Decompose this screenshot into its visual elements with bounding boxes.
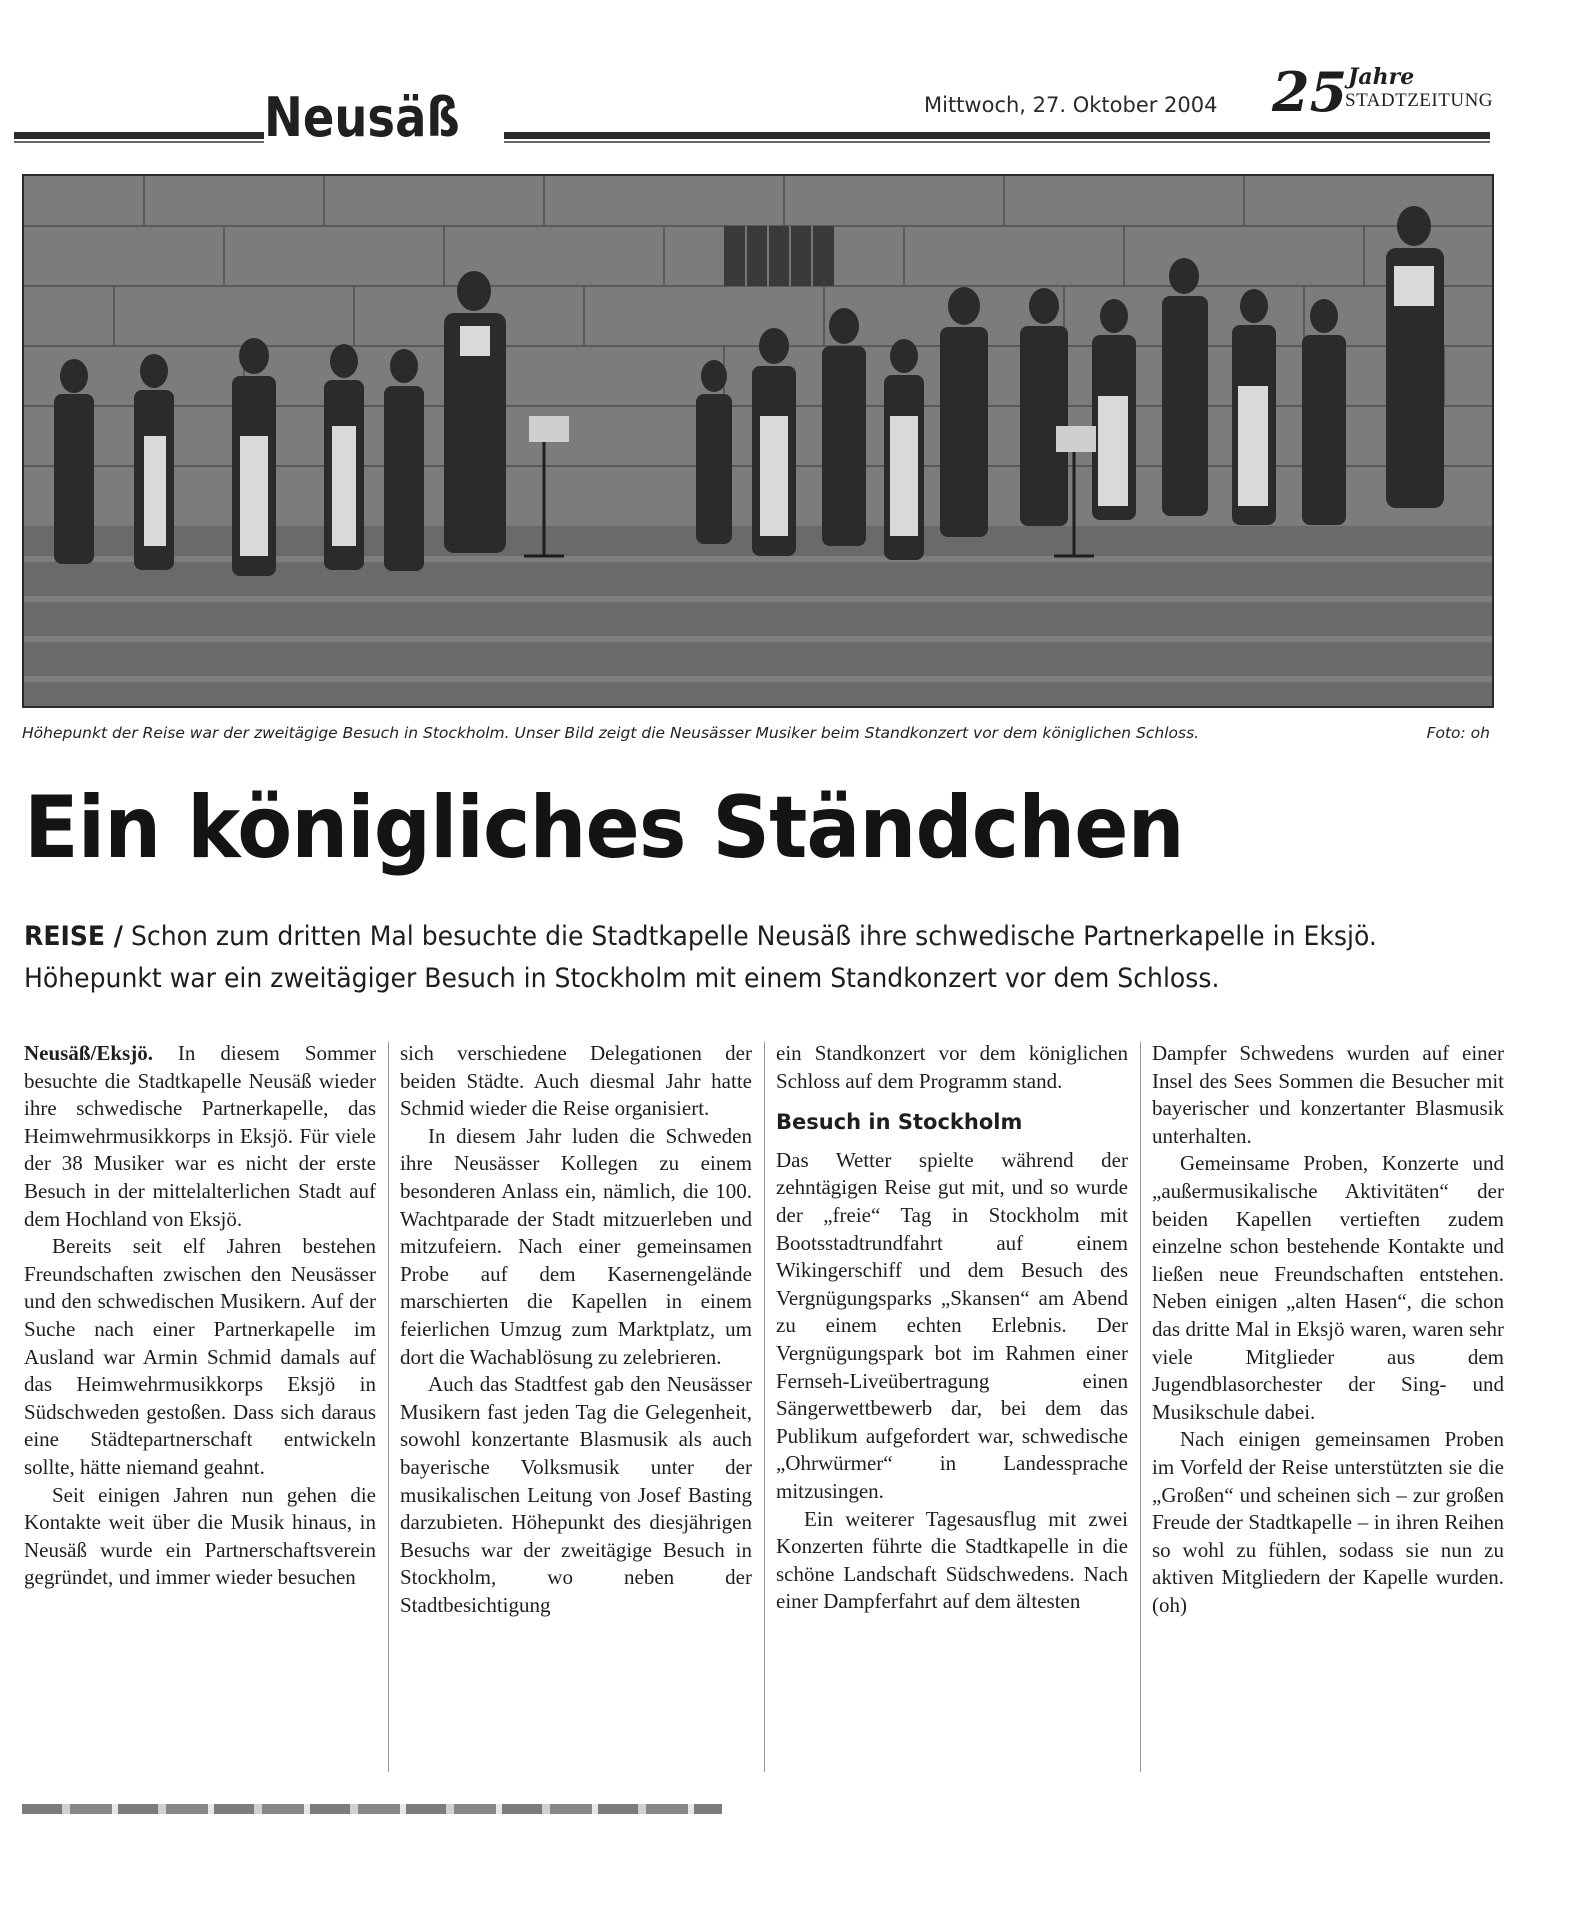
paragraph: In diesem Jahr luden die Schweden ihre Neusässer Kollegen zu einem besonderen Anlass ein, nämlich, die 100. Wachtparade der Stadt mitzuerleben und mitzufeiern. Nach einer gemeinsamen Probe auf dem Kasernengelände marschierten die Kapellen in einem feierlichen Umzug zum Marktplatz, um dort die Wachablösung zu zelebrieren. [400,1123,752,1369]
masthead-rule-right [504,132,1490,139]
logo-name: STADTZEITUNG [1345,90,1494,111]
caption-text: Höhepunkt der Reise war der zweitägige Besuch in Stockholm. Unser Bild zeigt die Neusässer Musiker beim Standkonzert vor dem königlichen Schloss. [22,724,1200,742]
masthead-rule-left-thin [14,141,264,143]
paragraph: Das Wetter spielte während der zehntägigen Reise gut mit, und so wurde der „freie“ Tag in Stockholm mit Bootsstadtrundfahrt auf einem Wikingerschiff und dem Besuch des Vergnügungsparks „Skansen“ am Abend zu einem echten Erlebnis. Der Vergnügungspark bot im Rahmen einer Fernseh-Liveübertragung einen Sängerwettbewerb dar, bei dem das Publikum aufgefordert war, schwedische „Ohrwürmer“ in Landessprache mitzusingen. [776,1147,1128,1503]
masthead-rule-left [14,132,264,139]
paragraph [24,1040,376,1233]
logo-jahre: Jahre [1348,64,1415,90]
column-divider [1140,1042,1141,1772]
paragraph: sich verschiedene Delegationen der beiden Städte. Auch diesmal Jahr hatte Schmid wieder die Reise organisiert. [400,1041,752,1121]
paragraph: Bereits seit elf Jahren bestehen Freundschaften zwischen den Neusässer und den schwedischen Musikern. Auf der Suche nach einer Partnerkapelle im Ausland war Armin Schmid damals auf das Heimwehrmusikkorps Eksjö in Südschweden gestoßen. Dass sich daraus eine Städtepartnerschaft entwickeln sollte, hätte niemand geahnt. [24,1234,376,1479]
article-lead [24,916,1391,1000]
paragraph: Dampfer Schwedens wurden auf einer Insel des Sees Sommen die Besucher mit bayerischer und konzertanter Blasmusik unterhalten. [1152,1041,1504,1148]
column-divider [388,1042,389,1772]
paragraph: Gemeinsame Proben, Konzerte und „außermusikalische Aktivitäten“ der beiden Kapellen vertieften zudem einzelne schon bestehende Kontakte und ließen neue Freundschaften entstehen. Neben einigen „alten Hasen“, die schon das dritte Mal in Eksjö waren, waren sehr viele Mitglieder aus dem Jugendblasorchester der Sing- und Musikschule dabei. [1152,1151,1504,1424]
article-column-2 [400,1040,752,1619]
article-column-4 [1152,1040,1504,1619]
paragraph: Ein weiterer Tagesausflug mit zwei Konzerten führte die Stadtkapelle in die schöne Landschaft Südschwedens. Nach einer Dampferfahrt auf dem ältesten [776,1506,1128,1614]
photo-caption [22,724,1490,750]
photo-credit: Foto: oh [1426,724,1490,742]
masthead-rule-right-thin [504,141,1490,143]
lead-kicker: REISE / [24,921,123,952]
lead-text: Schon zum dritten Mal besuchte die Stadtkapelle Neusäß ihre schwedische Partnerkapelle in Eksjö. Höhepunkt war ein zweitägiger Besuch in Stockholm mit einem Standkonzert vor dem Schloss. [24,921,1377,994]
column-divider [764,1042,765,1772]
article-column-3 [776,1040,1128,1616]
article-subhead: Besuch in Stockholm [776,1110,1023,1135]
article-headline: Ein königliches Ständchen [24,778,1184,878]
article-column-1 [24,1040,376,1592]
band-photo-illustration [24,176,1492,706]
section-title: Neusäß [264,86,460,149]
paragraph: ein Standkonzert vor dem königlichen Schloss auf dem Programm stand. [776,1041,1128,1093]
newspaper-logo [1272,60,1512,130]
paragraph: Nach einigen gemeinsamen Proben im Vorfeld der Reise unterstützten sie die „Großen“ und scheinen sich – zur großen Freude der Stadtkapelle – in ihren Reihen so wohl zu fühlen, sodass sie nun zu aktiven Mitgliedern der Kapelle wurden. (oh) [1152,1427,1504,1617]
paragraph: Auch das Stadtfest gab den Neusässer Musikern fast jeden Tag die Gelegenheit, sowohl konzertante Blasmusik als auch bayerische Volksmusik unter der musikalischen Leitung von Josef Basting darzubieten. Höhepunkt des diesjährigen Besuchs war der zweitägige Besuch in Stockholm, wo neben der Stadtbesichtigung [400,1372,752,1617]
band-photo [22,174,1494,708]
dateline: Neusäß/Eksjö. [24,1041,153,1065]
masthead [14,60,1494,149]
issue-date: Mittwoch, 27. Oktober 2004 [924,93,1218,117]
logo-number: 25 [1272,60,1348,124]
paragraph: Seit einigen Jahren nun gehen die Kontakte weit über die Musik hinaus, in Neusäß wurde ein Partnerschaftsverein gegründet, und immer wieder besuchen [24,1482,376,1590]
paragraph-text: In diesem Sommer besuchte die Stadtkapelle Neusäß wieder ihre schwedische Partnerkapelle, das Heimwehrmusikkorps in Eksjö. Für viele der 38 Musiker war es nicht der erste Besuch in der mittelalterlichen Stadt auf dem Hochland von Eksjö. [24,1041,376,1231]
scan-edge-bar [22,1804,722,1814]
